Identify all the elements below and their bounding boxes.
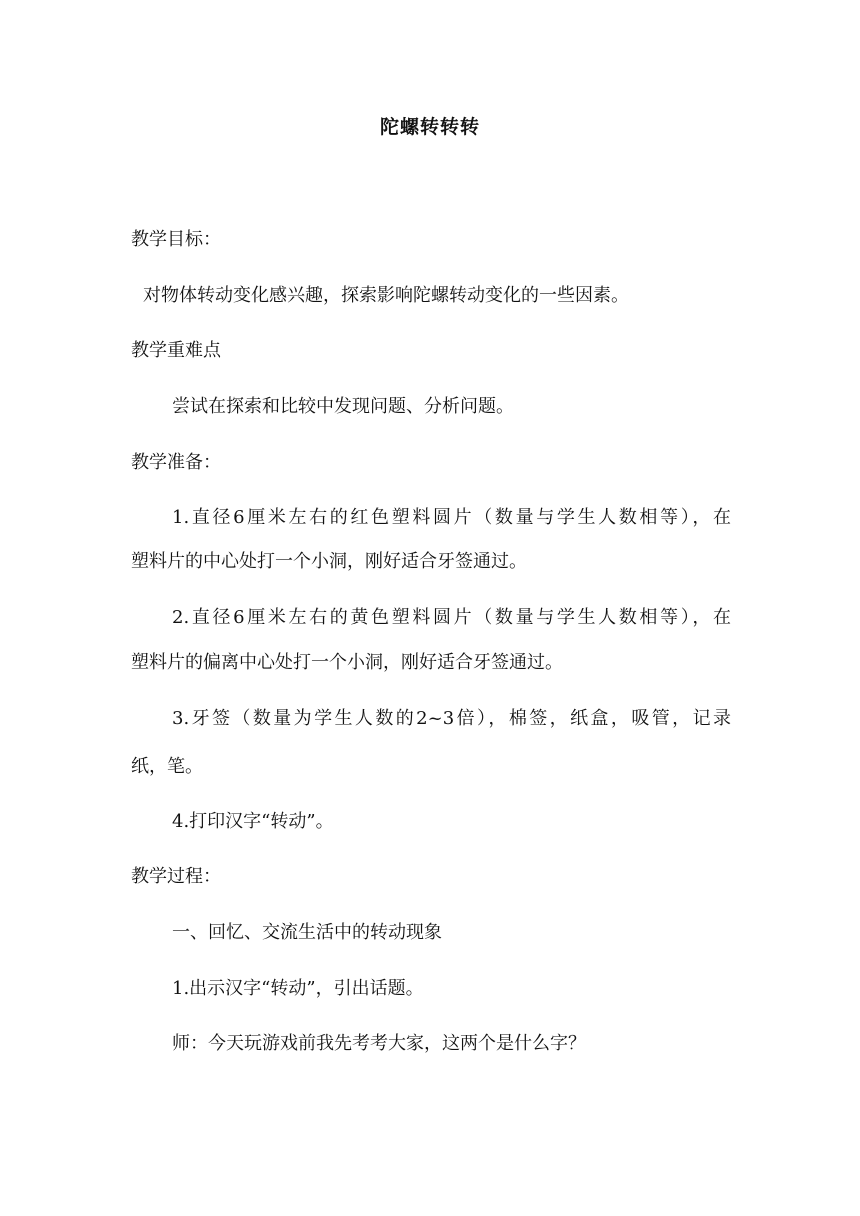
teacher-dialogue: 师：今天玩游戏前我先考考大家，这两个是什么字？ [172,1033,586,1054]
prep-item-2-line-2: 塑料片的偏离中心处打一个小洞，刚好适合牙签通过。 [131,652,563,673]
prep-item-4: 4.打印汉字“转动”。 [172,811,334,832]
difficulty-text: 尝试在探索和比较中发现问题、分析问题。 [172,396,514,417]
process-step-1: 1.出示汉字“转动”，引出话题。 [172,978,424,999]
prep-item-1-line-1: 1.直径6厘米左右的红色塑料圆片（数量与学生人数相等），在 [172,507,731,528]
heading-key-difficulties: 教学重难点 [131,340,221,361]
prep-item-3-line-2: 纸，笔。 [131,756,203,777]
process-section-1: 一、回忆、交流生活中的转动现象 [172,922,442,943]
heading-teaching-process: 教学过程： [131,866,221,887]
heading-teaching-goals: 教学目标： [131,229,221,250]
goal-text: 对物体转动变化感兴趣，探索影响陀螺转动变化的一些因素。 [143,285,629,306]
document-title: 陀螺转转转 [379,116,480,138]
prep-item-2-line-1: 2.直径6厘米左右的黄色塑料圆片（数量与学生人数相等），在 [172,607,731,628]
heading-preparation: 教学准备： [131,452,221,473]
prep-item-1-line-2: 塑料片的中心处打一个小洞，刚好适合牙签通过。 [131,551,527,572]
prep-item-3-line-1: 3.牙签（数量为学生人数的2~3倍），棉签，纸盒，吸管，记录 [172,708,731,729]
